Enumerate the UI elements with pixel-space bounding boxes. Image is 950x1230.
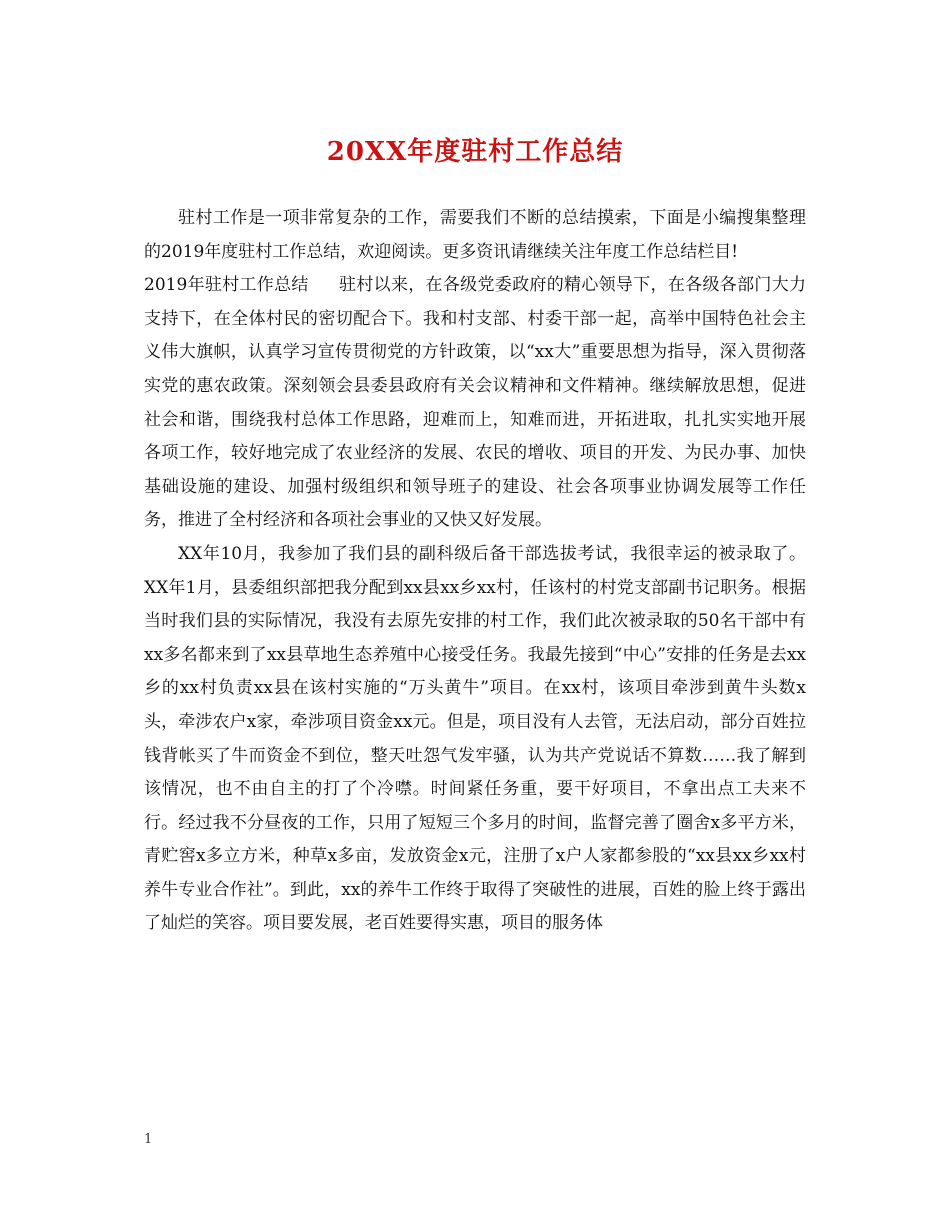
page-number: 1 xyxy=(144,1132,153,1147)
paragraph-one: 驻村以来，在各级党委政府的精心领导下，在各级各部门大力支持下，在全体村民的密切配合下。我和村支部、村委干部一起，高举中国特色社会主义伟大旗帜，认真学习宣传贯彻党的方针政策，以“xx大”重要思想为指导，深入贯彻落实党的惠农政策。深刻领会县委县政府有关会议精神和文件精神。继续解放思想，促进社会和谐，围绕我村总体工作思路，迎难而上，知难而进，开拓进取，扎扎实实地开展各项工作，较好地完成了农业经济的发展、农民的增收、项目的开发、为民办事、加快基础设施的建设、加强村级组织和领导班子的建设、社会各项事业协调发展等工作任务，推进了全村经济和各项社会事业的又快又好发展。 xyxy=(144,275,806,531)
document-body xyxy=(144,202,806,941)
paragraph-two: XX年10月，我参加了我们县的副科级后备干部选拔考试，我很幸运的被录取了。XX年1月，县委组织部把我分配到xx县xx乡xx村，任该村的村党支部副书记职务。根据当时我们县的实际情况，我没有去原先安排的村工作，我们此次被录取的50名干部中有xx多名都来到了xx县草地生态养殖中心接受任务。我最先接到“中心”安排的任务是去xx乡的xx村负责xx县在该村实施的“万头黄牛”项目。在xx村，该项目牵涉到黄牛头数x头，牵涉农户x家，牵涉项目资金xx元。但是，项目没有人去管，无法启动，部分百姓拉钱背帐买了牛而资金不到位，整天吐怨气发牢骚，认为共产党说话不算数……我了解到该情况，也不由自主的打了个冷噤。时间紧任务重，要干好项目，不拿出点工夫来不行。经过我不分昼夜的工作，只用了短短三个多月的时间，监督完善了圈舍x多平方米，青贮窖x多立方米，种草x多亩，发放资金x元，注册了x户人家都参股的“xx县xx乡xx村养牛专业合作社”。到此，xx的养牛工作终于取得了突破性的进展，百姓的脸上终于露出了灿烂的笑容。项目要发展，老百姓要得实惠，项目的服务体 xyxy=(144,543,806,934)
section-paragraph xyxy=(144,269,806,538)
document-title: 20XX年度驻村工作总结 xyxy=(326,137,624,167)
intro-paragraph: 驻村工作是一项非常复杂的工作，需要我们不断的总结摸索，下面是小编搜集整理的2019年度驻村工作总结，欢迎阅读。更多资讯请继续关注年度工作总结栏目! xyxy=(144,208,806,262)
section-heading: 2019年驻村工作总结 xyxy=(144,275,309,296)
